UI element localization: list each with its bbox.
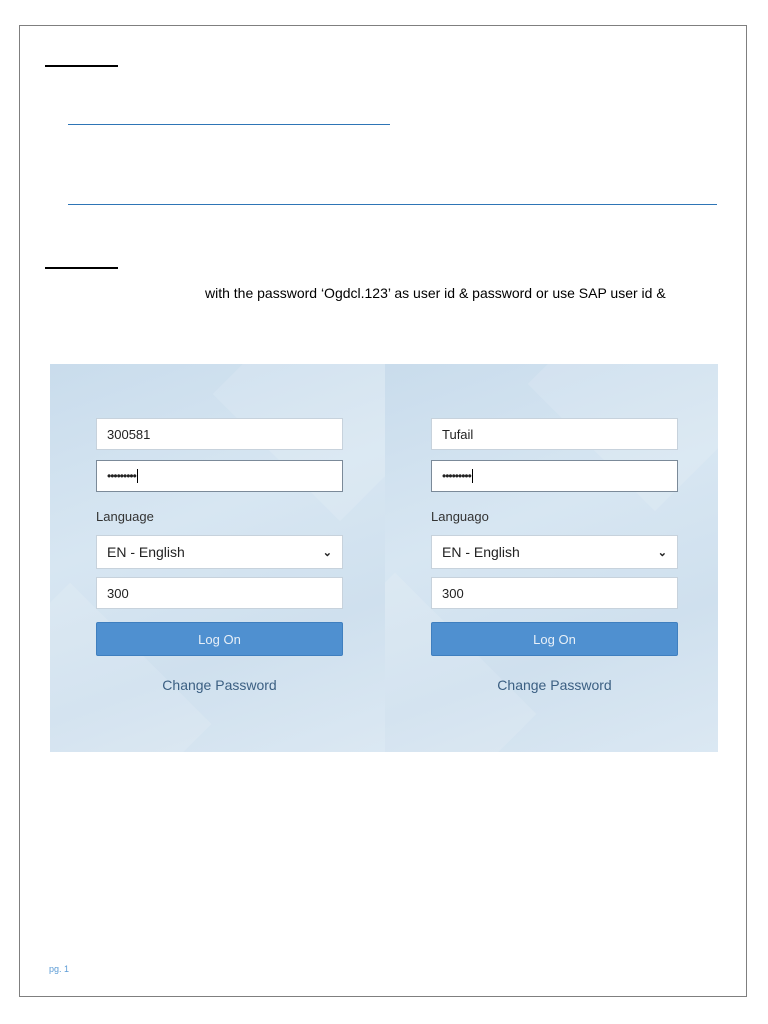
page-number: pg. 1 — [49, 964, 70, 974]
language-value: EN - English — [107, 544, 185, 560]
password-field[interactable] — [431, 460, 678, 492]
change-password-link[interactable]: Change Password — [497, 677, 612, 693]
language-select[interactable] — [431, 535, 678, 569]
user-id-field[interactable] — [431, 418, 678, 450]
language-select[interactable] — [96, 535, 343, 569]
user-id-value: Tufail — [442, 426, 474, 442]
hyperlink-underline-1[interactable] — [68, 124, 390, 125]
language-value: EN - English — [442, 544, 520, 560]
user-id-value: 300581 — [107, 426, 151, 442]
log-on-label: Log On — [198, 631, 241, 647]
login-panel-1 — [50, 364, 385, 752]
password-mask: ••••••••• — [107, 469, 136, 483]
client-value: 300 — [107, 585, 129, 601]
heading-underline-2 — [45, 267, 118, 269]
client-value: 300 — [442, 585, 464, 601]
client-field[interactable] — [431, 577, 678, 609]
user-id-field[interactable] — [96, 418, 343, 450]
language-label: Language — [96, 509, 154, 524]
login-panel-2 — [385, 364, 718, 752]
chevron-down-icon: ⌄ — [657, 546, 667, 559]
log-on-button[interactable] — [431, 622, 678, 656]
password-mask: ••••••••• — [442, 469, 471, 483]
text-cursor — [137, 469, 138, 483]
language-label: Languago — [431, 509, 489, 524]
log-on-label: Log On — [533, 631, 576, 647]
log-on-button[interactable] — [96, 622, 343, 656]
chevron-down-icon: ⌄ — [322, 546, 332, 559]
hyperlink-underline-2[interactable] — [68, 204, 717, 205]
text-cursor — [472, 469, 473, 483]
password-field[interactable] — [96, 460, 343, 492]
change-password-link[interactable]: Change Password — [162, 677, 277, 693]
instruction-text: with the password ‘Ogdcl.123’ as user id & password or use SAP user id & — [205, 285, 666, 301]
client-field[interactable] — [96, 577, 343, 609]
heading-underline-1 — [45, 65, 118, 67]
